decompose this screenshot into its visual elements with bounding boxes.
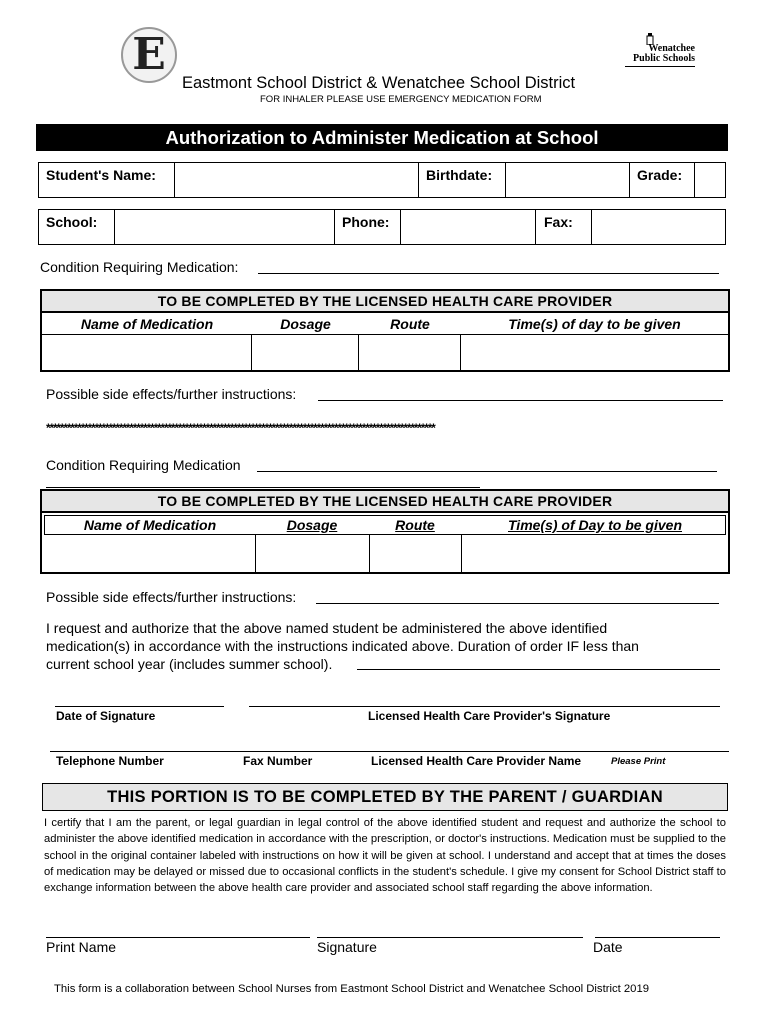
provider-table-1 <box>40 289 730 372</box>
col-route-2: Route <box>395 517 435 533</box>
student-info-row <box>38 162 726 198</box>
school-info-row <box>38 209 726 245</box>
eastmont-logo <box>121 27 177 83</box>
condition-field-2-line-2[interactable] <box>46 487 480 488</box>
phone-label: Phone: <box>342 214 390 230</box>
wenatchee-logo-line-2: Public Schools <box>633 53 695 64</box>
phone-field[interactable] <box>401 210 534 244</box>
route-field-2[interactable] <box>370 536 460 572</box>
provider-signature-field[interactable] <box>249 706 720 707</box>
parent-date-field[interactable] <box>595 937 720 938</box>
telephone-label: Telephone Number <box>56 754 164 768</box>
col-route-1: Route <box>390 316 430 332</box>
time-field-2[interactable] <box>462 536 728 572</box>
student-name-label: Student's Name: <box>46 167 156 183</box>
duration-field[interactable] <box>357 669 720 670</box>
district-name: Eastmont School District & Wenatchee School District <box>182 74 576 92</box>
medication-field-1[interactable] <box>42 336 250 370</box>
condition-label-2: Condition Requiring Medication <box>46 457 241 473</box>
request-line-1: I request and authorize that the above named student be administered the above identified <box>46 620 608 636</box>
school-label: School: <box>46 214 98 230</box>
col-dosage-2: Dosage <box>286 517 338 533</box>
birthdate-label: Birthdate: <box>426 167 493 183</box>
dosage-field-1[interactable] <box>252 336 357 370</box>
provider-signature-label: Licensed Health Care Provider's Signature <box>368 709 611 723</box>
wenatchee-logo-line-1: Wenatchee <box>648 43 695 54</box>
footer-note: This form is a collaboration between School Nurses from Eastmont School District and Wenatchee School District 2019 <box>54 983 650 995</box>
wenatchee-logo <box>611 32 695 74</box>
print-name-label: Print Name <box>46 939 117 955</box>
condition-field-1[interactable] <box>258 273 719 274</box>
provider-contact-field[interactable] <box>50 751 729 752</box>
provider-columns-1 <box>42 313 728 335</box>
fax-label: Fax: <box>544 214 573 230</box>
side-effects-label-1: Possible side effects/further instructions: <box>46 386 297 402</box>
birthdate-field[interactable] <box>506 163 628 197</box>
parent-signature-field[interactable] <box>317 937 583 938</box>
side-effects-field-2[interactable] <box>316 603 719 604</box>
request-line-2: medication(s) in accordance with the instructions indicated above. Duration of order IF less than <box>46 638 639 654</box>
date-of-signature-label: Date of Signature <box>56 709 156 723</box>
side-effects-label-2: Possible side effects/further instructions: <box>46 589 297 605</box>
form-title: Authorization to Administer Medication at School <box>36 124 728 151</box>
please-print-note: Please Print <box>611 756 666 767</box>
route-field-1[interactable] <box>359 336 459 370</box>
request-line-3: current school year (includes summer school). <box>46 656 333 672</box>
provider-heading-2: TO BE COMPLETED BY THE LICENSED HEALTH CARE PROVIDER <box>42 491 728 513</box>
separator-stars: **************************************************************************************************************** <box>46 421 435 435</box>
provider-columns-2 <box>44 515 726 535</box>
eastmont-logo-letter: E <box>132 29 166 80</box>
col-time-1: Time(s) of day to be given <box>508 316 681 332</box>
date-of-signature-field[interactable] <box>55 706 224 707</box>
medication-field-2[interactable] <box>42 536 254 572</box>
print-name-field[interactable] <box>46 937 310 938</box>
fax-number-label: Fax Number <box>243 754 313 768</box>
condition-label-1: Condition Requiring Medication: <box>40 259 239 275</box>
school-field[interactable] <box>115 210 333 244</box>
parent-consent-paragraph: I certify that I am the parent, or legal guardian in legal control of the above identified student and request and authorize the school to administer the above identified medication in accordance with the prescription, or doctor's instructions. Medication must be supplied to the school in the original container labeled with instructions on how it will be given at school. I understand and accept that at times the doses of medication may be delayed or missed due to occasional conflicts in the student's schedule. I give my consent for School District staff to exchange information between the above health care provider and associated school staff regarding the above information. <box>44 817 726 895</box>
provider-name-label: Licensed Health Care Provider Name <box>371 754 582 768</box>
inhaler-notice: FOR INHALER PLEASE USE EMERGENCY MEDICATION FORM <box>260 94 542 105</box>
grade-label: Grade: <box>637 167 683 183</box>
col-medication-2: Name of Medication <box>83 517 217 533</box>
parent-heading: THIS PORTION IS TO BE COMPLETED BY THE PARENT / GUARDIAN <box>42 783 728 811</box>
time-field-1[interactable] <box>461 336 728 370</box>
fax-field[interactable] <box>592 210 725 244</box>
parent-signature-label: Signature <box>317 939 377 955</box>
parent-date-label: Date <box>593 939 623 955</box>
col-time-2: Time(s) of Day to be given <box>508 517 682 533</box>
dosage-field-2[interactable] <box>256 536 368 572</box>
provider-table-2 <box>40 489 730 574</box>
student-name-field[interactable] <box>175 163 455 197</box>
col-dosage-1: Dosage <box>280 316 331 332</box>
provider-heading-1: TO BE COMPLETED BY THE LICENSED HEALTH CARE PROVIDER <box>42 291 728 313</box>
grade-field[interactable] <box>695 163 725 197</box>
condition-field-2[interactable] <box>257 471 717 472</box>
col-medication-1: Name of Medication <box>80 316 214 332</box>
side-effects-field-1[interactable] <box>318 400 723 401</box>
